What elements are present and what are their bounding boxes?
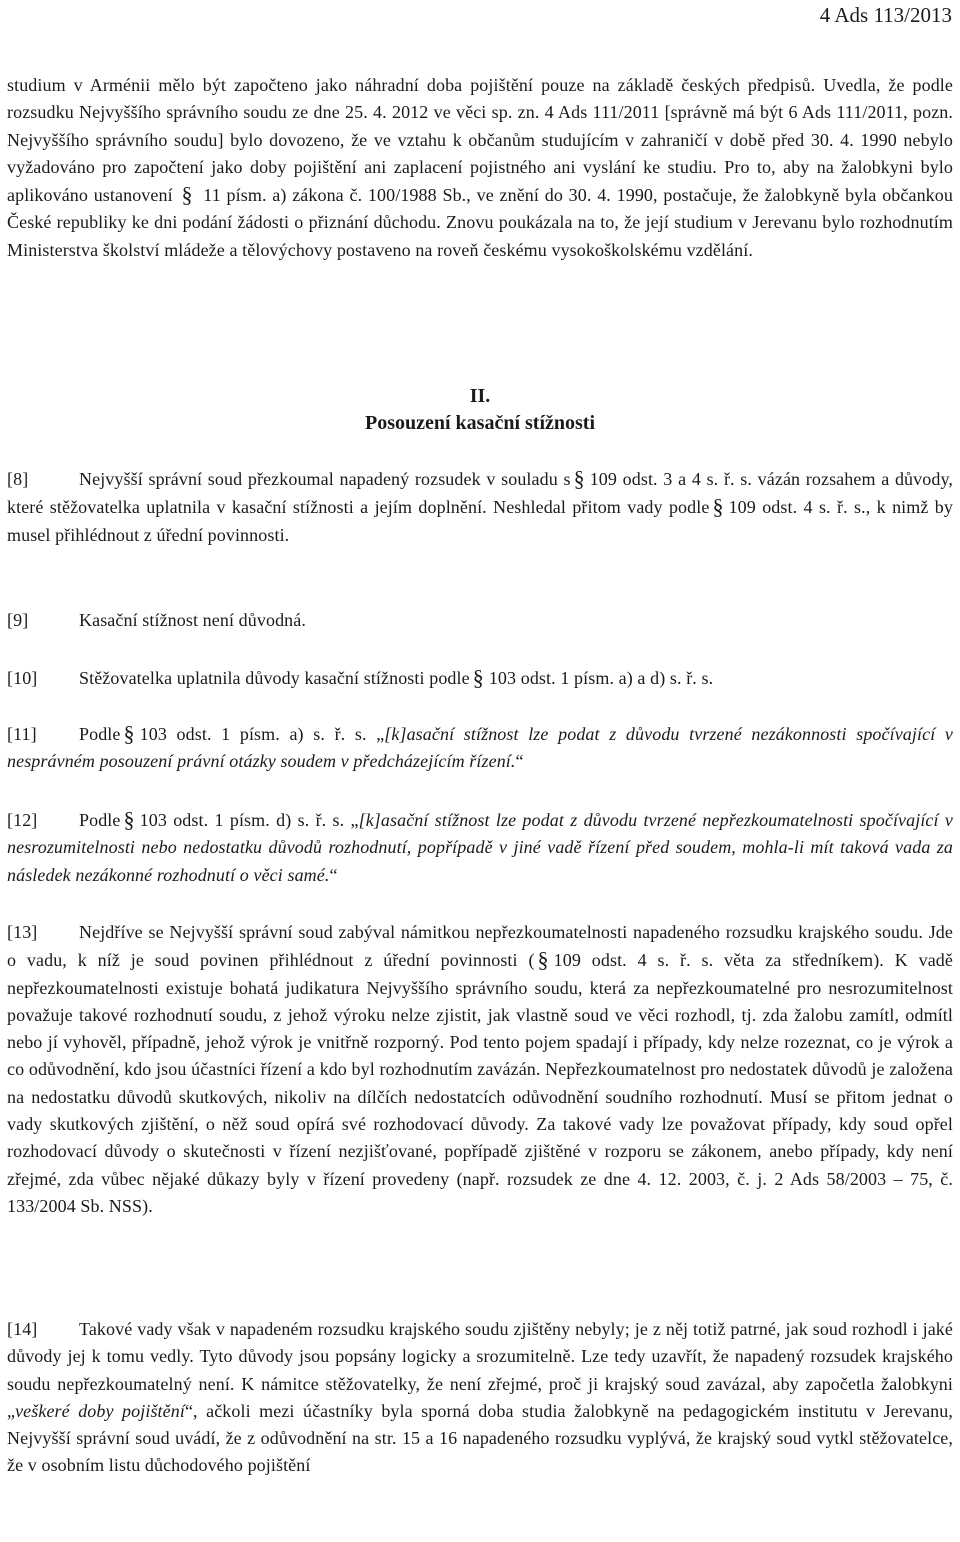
paragraph-number: [11]: [7, 724, 37, 744]
paragraph-11: [7, 720, 953, 776]
paragraph-10: [7, 664, 953, 692]
paragraph-text: 109 odst. 3 a 4 s. ř. s. vázán rozsahem a důvody, které stěžovatelka uplatnila v kasační stížnosti a jejím doplnění. Neshledal přitom vady podle: [7, 469, 953, 518]
paragraph-12: [7, 806, 953, 889]
case-reference: 4 Ads 113/2013: [819, 3, 952, 27]
section-number: II.: [469, 385, 491, 407]
paragraph-text: 103 odst. 1 písm. a) a d) s. ř. s.: [488, 668, 714, 688]
paragraph-14: [7, 1316, 953, 1480]
intro-text-1: studium v Arménii mělo být započteno jako náhradní doba pojištění pouze na základě českých předpisů. Uvedla, že podle rozsudku Nejvyššího správního soudu ze dne 25. 4. 2012 ve věci sp. zn. 4 Ads 111/2011 [správně má být 6 Ads 111/2011, pozn. Nejvyššího správního soudu] bylo dovozeno, že ve vztahu k občanům studujícím v zahraničí v době před 30. 4. 1990 nebylo vyžadováno pro započtení jako doby pojištění ani zaplacení pojistného ani vyslání ke studiu. Pro to, aby na žalobkyni bylo aplikováno ustanovení: [7, 75, 953, 206]
paragraph-text: Nejdříve se Nejvyšší správní soud zabýval námitkou nepřezkoumatelnosti napadeného rozsudku krajského soudu. Jde o vadu, k níž je soud povinen přihlédnout z úřední povinnosti (: [7, 922, 953, 971]
paragraph-text: Stěžovatelka uplatnila důvody kasační stížnosti podle: [79, 668, 470, 688]
paragraph-text: 103 odst. 1 písm. a) s. ř. s. „: [139, 724, 385, 744]
quoted-text: [k]asační stížnost lze podat z důvodu tvrzené nezákonnosti spočívající v nesprávném posouzení právní otázky soudem v předcházejícím řízení.: [7, 724, 953, 772]
section-sign-icon: §: [181, 182, 193, 208]
paragraph-text: Podle: [79, 810, 121, 830]
paragraph-text: “, ačkoli mezi účastníky byla sporná doba studia žalobkyně na pedagogickém institutu v Jerevanu, Nejvyšší správní soud uvádí, že z odůvodnění na str. 15 a 16 napadeného rozsudku vyplývá, že krajský soud vytkl stěžovatelce, že v osobním listu důchodového pojištění: [7, 1400, 953, 1476]
section-sign-icon: §: [123, 807, 135, 832]
section-sign-icon: §: [573, 466, 585, 491]
paragraph-number: [8]: [7, 469, 29, 489]
intro-paragraph: [7, 72, 953, 264]
paragraph-text: Kasační stížnost není důvodná.: [79, 610, 306, 630]
quoted-text: veškeré doby pojištění: [15, 1400, 185, 1421]
intro-text-2: 11 písm. a) zákona č. 100/1988 Sb., ve znění do 30. 4. 1990, postačuje, že žalobkyně byla občankou České republiky ke dni podání žádosti o přiznání důchodu. Znovu poukázala na to, že její studium v Jerevanu bylo rozhodnutím Ministerstva školství mládeže a tělovýchovy postaveno na roveň českému vysokoškolskému vzdělání.: [7, 185, 953, 260]
paragraph-text: Takové vady však v napadeném rozsudku krajského soudu zjištěny nebyly; je z něj totiž patrné, jak soud rozhodl i jaké důvody jej k tomu vedly. Tyto důvody jsou popsány logicky a srozumitelně. Lze tedy uzavřít, že napadený rozsudek krajského soudu nepřezkoumatelný není. K námitce stěžovatelky, že není zřejmé, proč ji krajský soud zavázal, aby započetla žalobkyni „: [7, 1319, 953, 1421]
quoted-text: [k]asační stížnost lze podat z důvodu tvrzené nepřezkoumatelnosti spočívající v nesrozumitelnosti nebo nedostatku důvodů rozhodnutí, popřípadě v jiné vadě řízení před soudem, mohla-li mít taková vada za následek nezákonné rozhodnutí o věci samé.: [7, 810, 953, 885]
paragraph-number: [14]: [7, 1319, 38, 1339]
paragraph-text: Nejvyšší správní soud přezkoumal napadený rozsudek v souladu s: [79, 469, 571, 489]
paragraph-text: Podle: [79, 724, 121, 744]
section-sign-icon: §: [123, 721, 135, 746]
paragraph-text: 109 odst. 4 s. ř. s., k nimž by musel přihlédnout z úřední povinnosti.: [7, 497, 953, 545]
paragraph-number: [13]: [7, 922, 38, 942]
paragraph-8: [7, 465, 953, 549]
paragraph-text: “: [329, 864, 338, 885]
paragraph-text: “: [515, 751, 524, 772]
paragraph-9: [7, 607, 953, 634]
section-sign-icon: §: [712, 494, 724, 520]
paragraph-number: [12]: [7, 810, 38, 830]
section-sign-icon: §: [537, 947, 549, 973]
paragraph-13: [7, 919, 953, 1220]
section-sign-icon: §: [472, 665, 484, 690]
section-title: Posouzení kasační stížnosti: [364, 412, 596, 434]
paragraph-number: [9]: [7, 610, 29, 630]
paragraph-number: [10]: [7, 668, 38, 688]
paragraph-text: 109 odst. 4 s. ř. s. věta za středníkem). K vadě nepřezkoumatelnosti existuje bohatá judikatura Nejvyššího správního soudu, která za nepřezkoumatelné pro nesrozumitelnost považuje takové rozhodnutí soudu, z jehož výroku nelze zjistit, jak vlastně soud ve věci rozhodl, tj. zda žalobu zamítl, odmítl nebo jí vyhověl, případně, jehož výrok je vnitřně rozporný. Pod tento pojem spadají i případy, kdy nelze rozeznat, co je výrok a co odůvodnění, kdo jsou účastníci řízení a kdo byl rozhodnutím zavázán. Nepřezkoumatelnost pro nedostatek důvodů je založena na nedostatku důvodů skutkových, nikoliv na dílčích nedostatcích odůvodnění soudního rozhodnutí. Musí se přitom jednat o vady skutkových zjištění, o něž soud opírá své rozhodovací důvody. Za takové vady lze považovat případy, kdy soud opřel rozhodovací důvody o skutečnosti v řízení nezjišťované, popřípadě zjištěné v rozporu se zákonem, anebo případy, kdy není zřejmé, zda vůbec nějaké důkazy byly v řízení provedeny (např. rozsudek ze dne 4. 12. 2003, č. j. 2 Ads 58/2003 – 75, č. 133/2004 Sb. NSS).: [7, 950, 953, 1216]
paragraph-text: 103 odst. 1 písm. d) s. ř. s. „: [139, 810, 359, 830]
